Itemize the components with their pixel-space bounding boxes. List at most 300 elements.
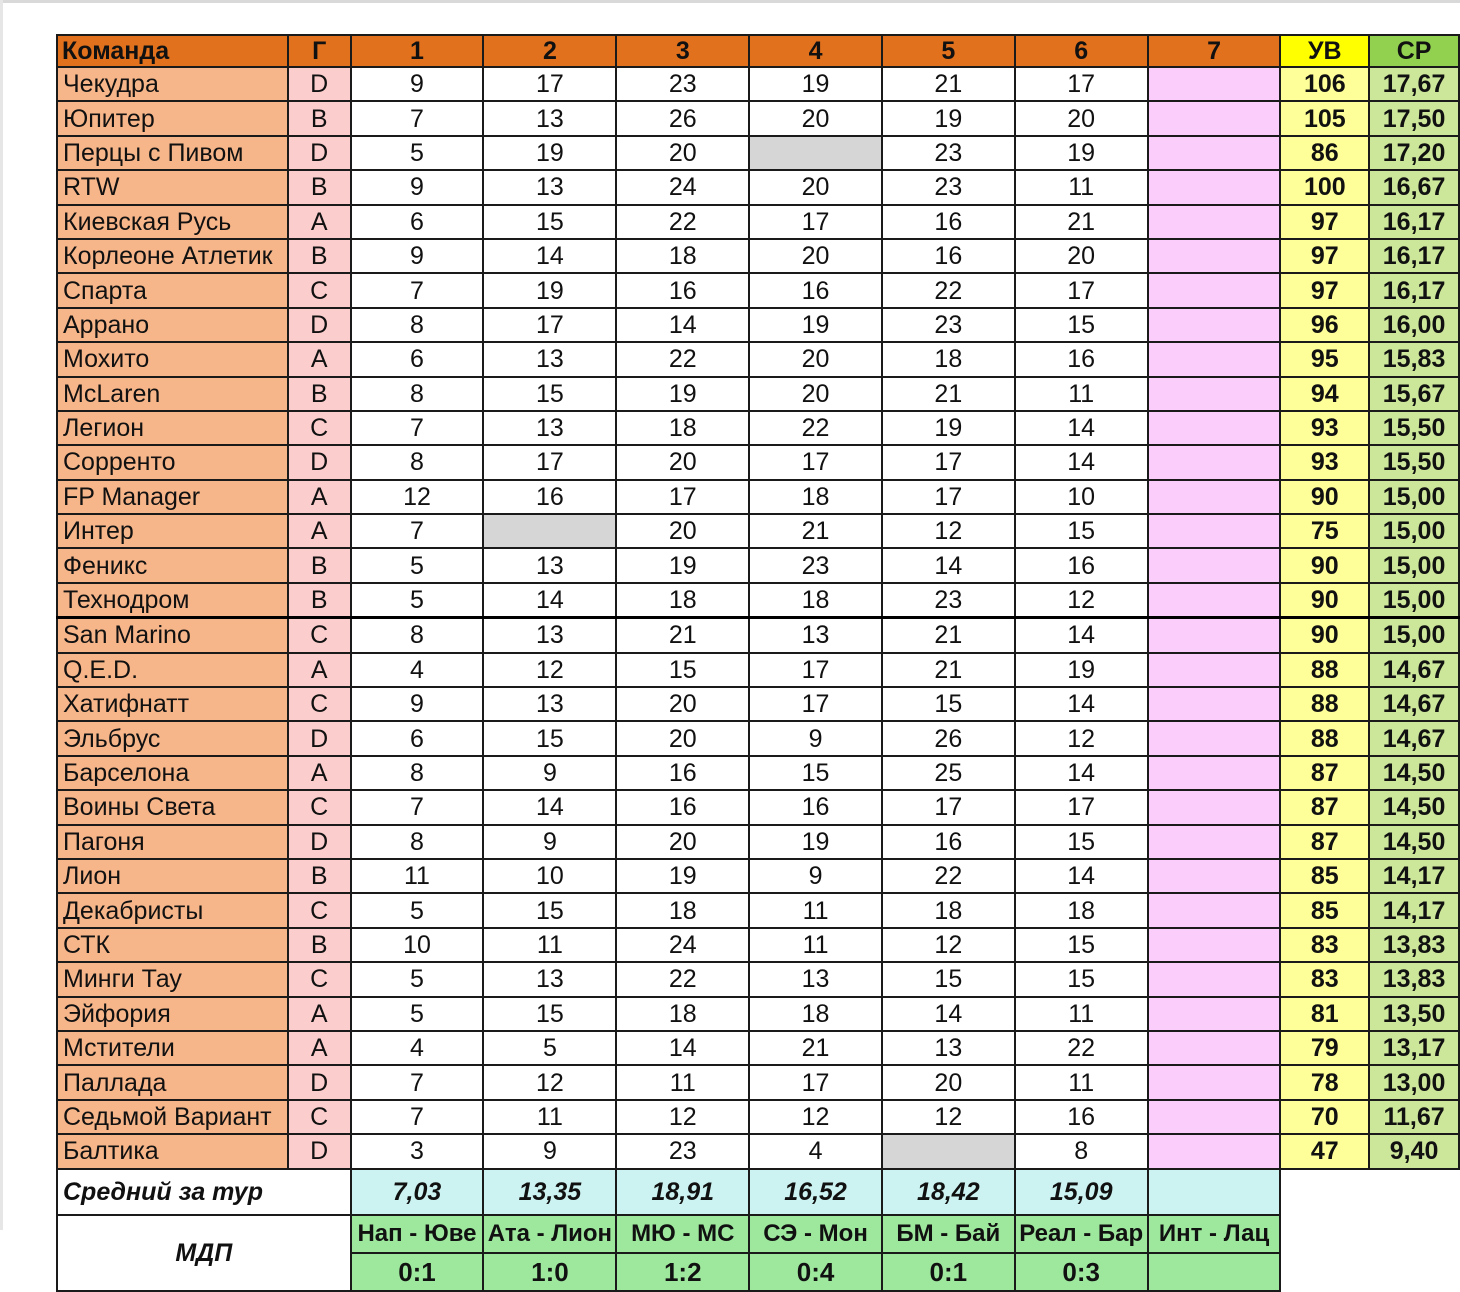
uv-cell[interactable]: 81 xyxy=(1280,997,1369,1031)
round-6-cell[interactable]: 19 xyxy=(1015,653,1148,687)
round-5-cell[interactable]: 18 xyxy=(882,893,1015,927)
round-6-cell[interactable]: 11 xyxy=(1015,377,1148,411)
round-7-cell[interactable] xyxy=(1148,583,1281,618)
round-5-cell[interactable]: 12 xyxy=(882,514,1015,548)
round-4-cell[interactable]: 20 xyxy=(749,342,882,376)
round-1-cell[interactable]: 3 xyxy=(351,1134,484,1168)
average-round-6[interactable]: 15,09 xyxy=(1015,1169,1148,1215)
round-6-cell[interactable]: 20 xyxy=(1015,239,1148,273)
round-4-cell[interactable]: 23 xyxy=(749,548,882,582)
round-4-cell[interactable]: 17 xyxy=(749,687,882,721)
round-2-cell[interactable]: 15 xyxy=(483,721,616,755)
team-name-cell[interactable]: Юпитер xyxy=(57,101,288,135)
round-1-cell[interactable]: 8 xyxy=(351,618,484,653)
mdp-score-7[interactable] xyxy=(1148,1253,1281,1291)
mdp-match-5[interactable]: БМ - Бай xyxy=(882,1215,1015,1253)
mdp-match-1[interactable]: Нап - Юве xyxy=(351,1215,484,1253)
round-6-cell[interactable]: 14 xyxy=(1015,618,1148,653)
header-round-2[interactable]: 2 xyxy=(483,35,616,67)
round-4-cell[interactable]: 22 xyxy=(749,411,882,445)
sr-cell[interactable]: 15,00 xyxy=(1369,480,1459,514)
round-5-cell[interactable]: 22 xyxy=(882,273,1015,307)
round-7-cell[interactable] xyxy=(1148,928,1281,962)
round-6-cell[interactable]: 19 xyxy=(1015,136,1148,170)
round-7-cell[interactable] xyxy=(1148,205,1281,239)
round-6-cell[interactable]: 11 xyxy=(1015,997,1148,1031)
sr-cell[interactable]: 14,67 xyxy=(1369,721,1459,755)
round-2-cell[interactable]: 13 xyxy=(483,962,616,996)
round-3-cell[interactable]: 17 xyxy=(616,480,749,514)
uv-cell[interactable]: 85 xyxy=(1280,893,1369,927)
round-2-cell[interactable]: 15 xyxy=(483,893,616,927)
uv-cell[interactable]: 87 xyxy=(1280,825,1369,859)
uv-cell[interactable]: 95 xyxy=(1280,342,1369,376)
round-3-cell[interactable]: 23 xyxy=(616,1134,749,1168)
round-2-cell[interactable]: 14 xyxy=(483,583,616,618)
uv-cell[interactable]: 70 xyxy=(1280,1100,1369,1134)
round-6-cell[interactable]: 14 xyxy=(1015,687,1148,721)
round-2-cell[interactable]: 12 xyxy=(483,1065,616,1099)
round-4-cell[interactable]: 19 xyxy=(749,825,882,859)
round-2-cell[interactable]: 19 xyxy=(483,273,616,307)
round-4-cell[interactable]: 17 xyxy=(749,205,882,239)
average-round-4[interactable]: 16,52 xyxy=(749,1169,882,1215)
round-6-cell[interactable]: 21 xyxy=(1015,205,1148,239)
uv-cell[interactable]: 78 xyxy=(1280,1065,1369,1099)
round-5-cell[interactable]: 17 xyxy=(882,480,1015,514)
group-cell[interactable]: C xyxy=(288,411,351,445)
round-3-cell[interactable]: 22 xyxy=(616,962,749,996)
round-2-cell[interactable]: 13 xyxy=(483,618,616,653)
round-6-cell[interactable]: 15 xyxy=(1015,962,1148,996)
uv-cell[interactable]: 97 xyxy=(1280,273,1369,307)
group-cell[interactable]: A xyxy=(288,514,351,548)
round-1-cell[interactable]: 6 xyxy=(351,721,484,755)
round-2-cell[interactable]: 13 xyxy=(483,548,616,582)
round-6-cell[interactable]: 8 xyxy=(1015,1134,1148,1168)
round-3-cell[interactable]: 19 xyxy=(616,548,749,582)
group-cell[interactable]: B xyxy=(288,583,351,618)
round-3-cell[interactable]: 24 xyxy=(616,170,749,204)
round-1-cell[interactable]: 6 xyxy=(351,205,484,239)
round-5-cell[interactable]: 21 xyxy=(882,377,1015,411)
round-5-cell[interactable]: 15 xyxy=(882,962,1015,996)
round-6-cell[interactable]: 16 xyxy=(1015,1100,1148,1134)
round-4-cell[interactable]: 20 xyxy=(749,239,882,273)
round-7-cell[interactable] xyxy=(1148,618,1281,653)
round-4-cell[interactable]: 13 xyxy=(749,618,882,653)
sr-cell[interactable]: 16,17 xyxy=(1369,273,1459,307)
header-round-5[interactable]: 5 xyxy=(882,35,1015,67)
group-cell[interactable]: C xyxy=(288,687,351,721)
mdp-score-4[interactable]: 0:4 xyxy=(749,1253,882,1291)
round-1-cell[interactable]: 7 xyxy=(351,1100,484,1134)
round-6-cell[interactable]: 15 xyxy=(1015,514,1148,548)
uv-cell[interactable]: 88 xyxy=(1280,721,1369,755)
group-cell[interactable]: D xyxy=(288,136,351,170)
uv-cell[interactable]: 106 xyxy=(1280,67,1369,101)
group-cell[interactable]: C xyxy=(288,790,351,824)
group-cell[interactable]: D xyxy=(288,1134,351,1168)
round-1-cell[interactable]: 5 xyxy=(351,583,484,618)
sr-cell[interactable]: 15,50 xyxy=(1369,445,1459,479)
team-name-cell[interactable]: San Marino xyxy=(57,618,288,653)
round-2-cell[interactable]: 12 xyxy=(483,653,616,687)
round-4-cell[interactable]: 4 xyxy=(749,1134,882,1168)
mdp-score-6[interactable]: 0:3 xyxy=(1015,1253,1148,1291)
team-name-cell[interactable]: Спарта xyxy=(57,273,288,307)
round-3-cell[interactable]: 20 xyxy=(616,721,749,755)
round-3-cell[interactable]: 18 xyxy=(616,583,749,618)
uv-cell[interactable]: 83 xyxy=(1280,962,1369,996)
round-1-cell[interactable]: 5 xyxy=(351,548,484,582)
uv-cell[interactable]: 90 xyxy=(1280,480,1369,514)
team-name-cell[interactable]: Легион xyxy=(57,411,288,445)
round-7-cell[interactable] xyxy=(1148,548,1281,582)
uv-cell[interactable]: 97 xyxy=(1280,239,1369,273)
round-1-cell[interactable]: 9 xyxy=(351,170,484,204)
round-5-cell[interactable]: 12 xyxy=(882,1100,1015,1134)
uv-cell[interactable]: 105 xyxy=(1280,101,1369,135)
round-6-cell[interactable]: 15 xyxy=(1015,928,1148,962)
round-5-cell[interactable]: 16 xyxy=(882,205,1015,239)
round-3-cell[interactable]: 21 xyxy=(616,618,749,653)
group-cell[interactable]: C xyxy=(288,273,351,307)
round-1-cell[interactable]: 4 xyxy=(351,653,484,687)
uv-cell[interactable]: 100 xyxy=(1280,170,1369,204)
round-2-cell[interactable]: 11 xyxy=(483,928,616,962)
round-6-cell[interactable]: 11 xyxy=(1015,1065,1148,1099)
round-3-cell[interactable]: 22 xyxy=(616,205,749,239)
round-1-cell[interactable]: 8 xyxy=(351,377,484,411)
round-1-cell[interactable]: 9 xyxy=(351,687,484,721)
round-3-cell[interactable]: 15 xyxy=(616,653,749,687)
team-name-cell[interactable]: FP Manager xyxy=(57,480,288,514)
sr-cell[interactable]: 15,67 xyxy=(1369,377,1459,411)
mdp-match-2[interactable]: Ата - Лион xyxy=(483,1215,616,1253)
header-sr[interactable]: СР xyxy=(1369,35,1459,67)
round-5-cell[interactable]: 19 xyxy=(882,411,1015,445)
round-3-cell[interactable]: 20 xyxy=(616,514,749,548)
group-cell[interactable]: B xyxy=(288,239,351,273)
round-2-cell[interactable]: 17 xyxy=(483,308,616,342)
round-6-cell[interactable]: 14 xyxy=(1015,411,1148,445)
round-6-cell[interactable]: 18 xyxy=(1015,893,1148,927)
round-6-cell[interactable]: 22 xyxy=(1015,1031,1148,1065)
sr-cell[interactable]: 13,17 xyxy=(1369,1031,1459,1065)
round-5-cell[interactable]: 25 xyxy=(882,756,1015,790)
round-2-cell[interactable]: 14 xyxy=(483,790,616,824)
round-7-cell[interactable] xyxy=(1148,67,1281,101)
team-name-cell[interactable]: Эйфория xyxy=(57,997,288,1031)
uv-cell[interactable]: 90 xyxy=(1280,618,1369,653)
team-name-cell[interactable]: Пагоня xyxy=(57,825,288,859)
round-4-cell[interactable]: 20 xyxy=(749,170,882,204)
team-name-cell[interactable]: Корлеоне Атлетик xyxy=(57,239,288,273)
uv-cell[interactable]: 90 xyxy=(1280,583,1369,618)
round-7-cell[interactable] xyxy=(1148,825,1281,859)
round-5-cell[interactable]: 19 xyxy=(882,101,1015,135)
team-name-cell[interactable]: Балтика xyxy=(57,1134,288,1168)
round-3-cell[interactable]: 22 xyxy=(616,342,749,376)
round-4-cell[interactable]: 20 xyxy=(749,377,882,411)
round-7-cell[interactable] xyxy=(1148,962,1281,996)
team-name-cell[interactable]: McLaren xyxy=(57,377,288,411)
uv-cell[interactable]: 86 xyxy=(1280,136,1369,170)
uv-cell[interactable]: 90 xyxy=(1280,548,1369,582)
round-4-cell[interactable]: 19 xyxy=(749,308,882,342)
round-7-cell[interactable] xyxy=(1148,308,1281,342)
round-2-cell[interactable]: 11 xyxy=(483,1100,616,1134)
round-7-cell[interactable] xyxy=(1148,170,1281,204)
round-3-cell[interactable]: 11 xyxy=(616,1065,749,1099)
round-2-cell[interactable]: 10 xyxy=(483,859,616,893)
round-6-cell[interactable]: 15 xyxy=(1015,825,1148,859)
round-6-cell[interactable]: 12 xyxy=(1015,583,1148,618)
round-4-cell[interactable]: 18 xyxy=(749,583,882,618)
sr-cell[interactable]: 14,17 xyxy=(1369,893,1459,927)
round-4-cell[interactable] xyxy=(749,136,882,170)
round-3-cell[interactable]: 18 xyxy=(616,239,749,273)
uv-cell[interactable]: 75 xyxy=(1280,514,1369,548)
round-2-cell[interactable]: 14 xyxy=(483,239,616,273)
team-name-cell[interactable]: Хатифнатт xyxy=(57,687,288,721)
round-2-cell[interactable]: 19 xyxy=(483,136,616,170)
sr-cell[interactable]: 14,17 xyxy=(1369,859,1459,893)
round-3-cell[interactable]: 14 xyxy=(616,1031,749,1065)
round-7-cell[interactable] xyxy=(1148,411,1281,445)
group-cell[interactable]: C xyxy=(288,1100,351,1134)
sr-cell[interactable]: 11,67 xyxy=(1369,1100,1459,1134)
group-cell[interactable]: C xyxy=(288,962,351,996)
header-round-7[interactable]: 7 xyxy=(1148,35,1281,67)
sr-cell[interactable]: 16,17 xyxy=(1369,239,1459,273)
header-round-3[interactable]: 3 xyxy=(616,35,749,67)
round-1-cell[interactable]: 10 xyxy=(351,928,484,962)
round-3-cell[interactable]: 12 xyxy=(616,1100,749,1134)
round-3-cell[interactable]: 14 xyxy=(616,308,749,342)
round-7-cell[interactable] xyxy=(1148,790,1281,824)
sr-cell[interactable]: 17,67 xyxy=(1369,67,1459,101)
round-4-cell[interactable]: 21 xyxy=(749,514,882,548)
round-6-cell[interactable]: 14 xyxy=(1015,756,1148,790)
round-3-cell[interactable]: 19 xyxy=(616,859,749,893)
sr-cell[interactable]: 13,00 xyxy=(1369,1065,1459,1099)
round-7-cell[interactable] xyxy=(1148,342,1281,376)
round-1-cell[interactable]: 12 xyxy=(351,480,484,514)
sr-cell[interactable]: 16,00 xyxy=(1369,308,1459,342)
team-name-cell[interactable]: Перцы с Пивом xyxy=(57,136,288,170)
uv-cell[interactable]: 93 xyxy=(1280,411,1369,445)
sr-cell[interactable]: 13,83 xyxy=(1369,928,1459,962)
round-7-cell[interactable] xyxy=(1148,445,1281,479)
round-1-cell[interactable]: 8 xyxy=(351,825,484,859)
group-cell[interactable]: C xyxy=(288,893,351,927)
round-1-cell[interactable]: 7 xyxy=(351,101,484,135)
round-2-cell[interactable]: 5 xyxy=(483,1031,616,1065)
round-3-cell[interactable]: 20 xyxy=(616,445,749,479)
header-round-1[interactable]: 1 xyxy=(351,35,484,67)
round-1-cell[interactable]: 9 xyxy=(351,239,484,273)
round-1-cell[interactable]: 8 xyxy=(351,756,484,790)
group-cell[interactable]: A xyxy=(288,653,351,687)
uv-cell[interactable]: 88 xyxy=(1280,687,1369,721)
round-1-cell[interactable]: 7 xyxy=(351,514,484,548)
round-5-cell[interactable]: 17 xyxy=(882,445,1015,479)
sr-cell[interactable]: 13,50 xyxy=(1369,997,1459,1031)
round-5-cell[interactable]: 23 xyxy=(882,583,1015,618)
round-7-cell[interactable] xyxy=(1148,136,1281,170)
team-name-cell[interactable]: Q.E.D. xyxy=(57,653,288,687)
uv-cell[interactable]: 88 xyxy=(1280,653,1369,687)
round-5-cell[interactable] xyxy=(882,1134,1015,1168)
group-cell[interactable]: B xyxy=(288,101,351,135)
round-6-cell[interactable]: 17 xyxy=(1015,790,1148,824)
round-4-cell[interactable]: 18 xyxy=(749,997,882,1031)
team-name-cell[interactable]: Мохито xyxy=(57,342,288,376)
sr-cell[interactable]: 15,00 xyxy=(1369,618,1459,653)
round-4-cell[interactable]: 11 xyxy=(749,893,882,927)
round-4-cell[interactable]: 18 xyxy=(749,480,882,514)
round-7-cell[interactable] xyxy=(1148,721,1281,755)
average-round-7[interactable] xyxy=(1148,1169,1281,1215)
uv-cell[interactable]: 85 xyxy=(1280,859,1369,893)
round-7-cell[interactable] xyxy=(1148,514,1281,548)
group-cell[interactable]: B xyxy=(288,548,351,582)
round-5-cell[interactable]: 23 xyxy=(882,136,1015,170)
round-7-cell[interactable] xyxy=(1148,893,1281,927)
round-5-cell[interactable]: 23 xyxy=(882,308,1015,342)
uv-cell[interactable]: 87 xyxy=(1280,790,1369,824)
round-3-cell[interactable]: 16 xyxy=(616,790,749,824)
round-5-cell[interactable]: 14 xyxy=(882,997,1015,1031)
mdp-match-6[interactable]: Реал - Бар xyxy=(1015,1215,1148,1253)
round-3-cell[interactable]: 16 xyxy=(616,273,749,307)
uv-cell[interactable]: 47 xyxy=(1280,1134,1369,1168)
round-7-cell[interactable] xyxy=(1148,653,1281,687)
round-1-cell[interactable]: 11 xyxy=(351,859,484,893)
round-4-cell[interactable]: 16 xyxy=(749,273,882,307)
sr-cell[interactable]: 15,50 xyxy=(1369,411,1459,445)
round-6-cell[interactable]: 17 xyxy=(1015,67,1148,101)
round-2-cell[interactable]: 17 xyxy=(483,67,616,101)
round-4-cell[interactable]: 21 xyxy=(749,1031,882,1065)
header-round-6[interactable]: 6 xyxy=(1015,35,1148,67)
round-7-cell[interactable] xyxy=(1148,756,1281,790)
team-name-cell[interactable]: RTW xyxy=(57,170,288,204)
round-6-cell[interactable]: 15 xyxy=(1015,308,1148,342)
round-1-cell[interactable]: 6 xyxy=(351,342,484,376)
group-cell[interactable]: A xyxy=(288,997,351,1031)
round-2-cell[interactable]: 13 xyxy=(483,101,616,135)
round-7-cell[interactable] xyxy=(1148,687,1281,721)
round-4-cell[interactable]: 19 xyxy=(749,67,882,101)
round-7-cell[interactable] xyxy=(1148,1031,1281,1065)
round-5-cell[interactable]: 18 xyxy=(882,342,1015,376)
round-4-cell[interactable]: 17 xyxy=(749,445,882,479)
team-name-cell[interactable]: Лион xyxy=(57,859,288,893)
mdp-match-3[interactable]: МЮ - МС xyxy=(616,1215,749,1253)
group-cell[interactable]: A xyxy=(288,480,351,514)
mdp-score-2[interactable]: 1:0 xyxy=(483,1253,616,1291)
round-1-cell[interactable]: 7 xyxy=(351,1065,484,1099)
mdp-match-7[interactable]: Инт - Лац xyxy=(1148,1215,1281,1253)
round-3-cell[interactable]: 18 xyxy=(616,893,749,927)
sr-cell[interactable]: 13,83 xyxy=(1369,962,1459,996)
round-5-cell[interactable]: 21 xyxy=(882,618,1015,653)
sr-cell[interactable]: 14,50 xyxy=(1369,790,1459,824)
uv-cell[interactable]: 94 xyxy=(1280,377,1369,411)
average-round-3[interactable]: 18,91 xyxy=(616,1169,749,1215)
round-2-cell[interactable]: 13 xyxy=(483,342,616,376)
round-1-cell[interactable]: 5 xyxy=(351,997,484,1031)
team-name-cell[interactable]: Седьмой Вариант xyxy=(57,1100,288,1134)
sr-cell[interactable]: 14,67 xyxy=(1369,687,1459,721)
sr-cell[interactable]: 15,00 xyxy=(1369,514,1459,548)
sr-cell[interactable]: 15,00 xyxy=(1369,548,1459,582)
round-5-cell[interactable]: 23 xyxy=(882,170,1015,204)
round-1-cell[interactable]: 5 xyxy=(351,893,484,927)
team-name-cell[interactable]: Сорренто xyxy=(57,445,288,479)
round-7-cell[interactable] xyxy=(1148,1134,1281,1168)
round-7-cell[interactable] xyxy=(1148,273,1281,307)
round-2-cell[interactable]: 13 xyxy=(483,687,616,721)
round-5-cell[interactable]: 26 xyxy=(882,721,1015,755)
round-2-cell[interactable]: 16 xyxy=(483,480,616,514)
round-1-cell[interactable]: 8 xyxy=(351,308,484,342)
header-team[interactable]: Команда xyxy=(57,35,288,67)
round-4-cell[interactable]: 9 xyxy=(749,859,882,893)
round-6-cell[interactable]: 12 xyxy=(1015,721,1148,755)
group-cell[interactable]: A xyxy=(288,205,351,239)
team-name-cell[interactable]: Минги Тау xyxy=(57,962,288,996)
uv-cell[interactable]: 96 xyxy=(1280,308,1369,342)
team-name-cell[interactable]: СТК xyxy=(57,928,288,962)
header-round-4[interactable]: 4 xyxy=(749,35,882,67)
group-cell[interactable]: A xyxy=(288,342,351,376)
round-4-cell[interactable]: 9 xyxy=(749,721,882,755)
group-cell[interactable]: D xyxy=(288,308,351,342)
sr-cell[interactable]: 16,17 xyxy=(1369,205,1459,239)
round-1-cell[interactable]: 4 xyxy=(351,1031,484,1065)
round-7-cell[interactable] xyxy=(1148,859,1281,893)
mdp-label[interactable]: МДП xyxy=(57,1215,351,1291)
round-3-cell[interactable]: 16 xyxy=(616,756,749,790)
round-5-cell[interactable]: 15 xyxy=(882,687,1015,721)
round-5-cell[interactable]: 20 xyxy=(882,1065,1015,1099)
group-cell[interactable]: B xyxy=(288,859,351,893)
round-4-cell[interactable]: 20 xyxy=(749,101,882,135)
round-7-cell[interactable] xyxy=(1148,480,1281,514)
round-3-cell[interactable]: 20 xyxy=(616,687,749,721)
average-round-1[interactable]: 7,03 xyxy=(351,1169,484,1215)
sr-cell[interactable]: 9,40 xyxy=(1369,1134,1459,1168)
round-6-cell[interactable]: 14 xyxy=(1015,859,1148,893)
round-7-cell[interactable] xyxy=(1148,101,1281,135)
round-6-cell[interactable]: 17 xyxy=(1015,273,1148,307)
round-1-cell[interactable]: 7 xyxy=(351,273,484,307)
team-name-cell[interactable]: Технодром xyxy=(57,583,288,618)
round-4-cell[interactable]: 13 xyxy=(749,962,882,996)
team-name-cell[interactable]: Барселона xyxy=(57,756,288,790)
round-1-cell[interactable]: 9 xyxy=(351,67,484,101)
sr-cell[interactable]: 16,67 xyxy=(1369,170,1459,204)
round-7-cell[interactable] xyxy=(1148,1100,1281,1134)
round-2-cell[interactable]: 9 xyxy=(483,825,616,859)
uv-cell[interactable]: 97 xyxy=(1280,205,1369,239)
round-6-cell[interactable]: 14 xyxy=(1015,445,1148,479)
round-5-cell[interactable]: 13 xyxy=(882,1031,1015,1065)
